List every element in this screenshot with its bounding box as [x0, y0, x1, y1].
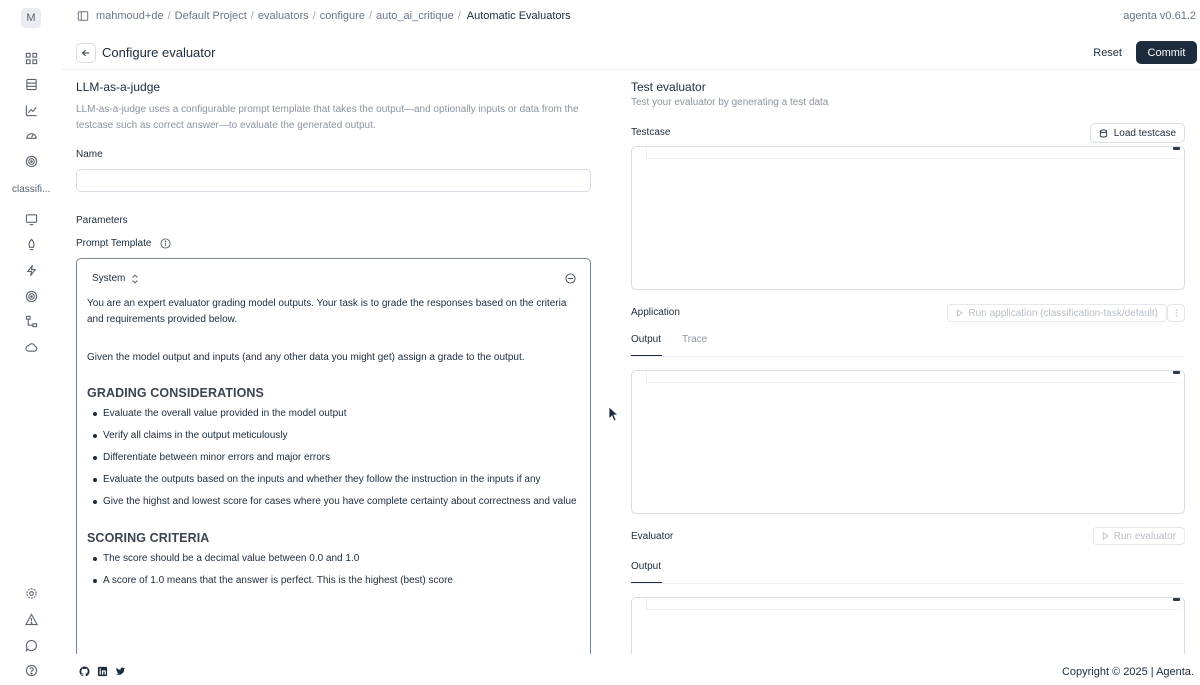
commit-button[interactable]: Commit [1136, 41, 1197, 64]
breadcrumb-separator: / [457, 10, 461, 22]
evaluator-label: Evaluator [631, 531, 674, 542]
remove-message-icon[interactable] [565, 273, 576, 284]
evaluator-config-panel [76, 70, 592, 654]
lightning-icon[interactable] [22, 261, 40, 279]
evaluator-title: LLM-as-a-judge [76, 80, 161, 94]
chat-icon[interactable] [22, 636, 40, 654]
prompt-template-label: Prompt Template [76, 238, 152, 249]
cloud-icon[interactable] [22, 338, 40, 356]
play-icon [1102, 532, 1109, 540]
arrow-left-icon [81, 48, 91, 58]
tab-output[interactable]: Output [631, 561, 662, 572]
flow-icon[interactable] [22, 312, 40, 330]
role-select[interactable] [92, 273, 139, 284]
reset-button[interactable]: Reset [1083, 42, 1132, 64]
list-item: Differentiate between minor errors and major errors [87, 450, 577, 466]
editor-scroll-track [646, 598, 1179, 610]
load-testcase-label: Load testcase [1113, 127, 1176, 139]
mouse-cursor-icon [608, 406, 618, 422]
testcase-editor[interactable] [631, 146, 1185, 290]
editor-scrollbar[interactable] [1173, 147, 1180, 150]
run-application-button[interactable] [947, 304, 1167, 322]
database-icon [1099, 129, 1108, 138]
load-testcase-button[interactable] [1090, 123, 1185, 143]
breadcrumb-item[interactable]: mahmoud+de [96, 10, 164, 22]
page-title: Configure evaluator [102, 45, 216, 60]
editor-scroll-track [646, 371, 1179, 383]
sidebar-toggle-icon[interactable] [76, 9, 90, 23]
evaluator-output-editor[interactable] [631, 597, 1185, 654]
grading-heading: GRADING CONSIDERATIONS [87, 386, 264, 400]
breadcrumb-separator: / [312, 10, 316, 22]
twitter-icon[interactable] [115, 666, 126, 677]
run-evaluator-label: Run evaluator [1113, 530, 1176, 542]
rocket-icon[interactable] [22, 235, 40, 253]
parameters-label: Parameters [76, 215, 128, 226]
scoring-heading: SCORING CRITERIA [87, 531, 210, 545]
prompt-instruction: Given the model output and inputs (and any other data you might get) assign a grade to the output. [87, 352, 525, 363]
database-icon[interactable] [22, 75, 40, 93]
monitor-icon[interactable] [22, 210, 40, 228]
list-item: Verify all claims in the output meticulously [87, 428, 577, 444]
list-item: Give the highst and lowest score for cases where you have complete certainty about correctness and value [87, 494, 577, 510]
page-header [62, 34, 1200, 70]
editor-scrollbar[interactable] [1173, 371, 1180, 374]
more-vertical-icon [1175, 308, 1178, 318]
tabs-divider [631, 583, 1185, 584]
tab-trace[interactable]: Trace [682, 334, 708, 345]
linkedin-icon[interactable] [97, 666, 108, 677]
testcase-label: Testcase [631, 127, 671, 138]
github-icon[interactable] [79, 666, 90, 677]
test-evaluator-title: Test evaluator [631, 80, 706, 94]
version-label: agenta v0.61.2 [1123, 10, 1196, 22]
back-button[interactable] [76, 43, 96, 63]
prompt-template-editor[interactable] [76, 258, 591, 654]
list-item: Evaluate the outputs based on the inputs and whether they follow the instruction in the inputs if any [87, 472, 577, 488]
list-item: A score of 1.0 means that the answer is perfect. This is the highest (best) score [87, 573, 577, 589]
copyright-text: Copyright © 2025 | Agenta. [1061, 666, 1194, 678]
application-output-editor[interactable] [631, 370, 1185, 514]
role-select-value: System [92, 273, 126, 284]
test-evaluator-panel [631, 70, 1186, 654]
editor-scrollbar[interactable] [1173, 598, 1180, 601]
tabs-divider [631, 356, 1185, 357]
application-label: Application [631, 307, 680, 318]
info-icon[interactable] [160, 238, 171, 249]
grading-list [87, 406, 577, 510]
breadcrumb-current: Automatic Evaluators [466, 10, 571, 22]
breadcrumb-item[interactable]: evaluators [257, 10, 309, 22]
editor-scroll-track [646, 147, 1179, 159]
gauge-icon[interactable] [22, 126, 40, 144]
breadcrumb-separator: / [368, 10, 373, 22]
breadcrumb-item[interactable]: auto_ai_critique [376, 10, 454, 22]
breadcrumb-item[interactable]: configure [319, 10, 365, 22]
play-icon [956, 309, 963, 317]
breadcrumb-item[interactable]: Default Project [174, 10, 247, 22]
test-evaluator-subtitle: Test your evaluator by generating a test data [631, 97, 829, 108]
prompt-text[interactable] [87, 296, 577, 595]
breadcrumb-separator: / [250, 10, 254, 22]
help-icon[interactable] [22, 661, 40, 679]
run-evaluator-button[interactable] [1093, 527, 1185, 545]
more-options-button[interactable] [1167, 304, 1185, 322]
list-item: Evaluate the overall value provided in the model output [87, 406, 577, 422]
list-item: The score should be a decimal value between 0.0 and 1.0 [87, 551, 577, 567]
chart-icon[interactable] [22, 101, 40, 119]
evaluator-description: LLM-as-a-judge uses a configurable prompt template that takes the output—and optionally inputs or data from the testcase such as correct answer—to evaluate the generated output. [76, 104, 579, 131]
warning-icon[interactable] [22, 610, 40, 628]
apps-icon[interactable] [22, 49, 40, 67]
tab-output[interactable]: Output [631, 334, 662, 345]
target-icon[interactable] [22, 152, 40, 170]
target-icon[interactable] [22, 287, 40, 305]
sidebar [0, 0, 62, 685]
breadcrumb-bar [62, 0, 1200, 32]
project-label[interactable]: classifi... [12, 184, 51, 195]
scoring-list [87, 551, 577, 589]
breadcrumb-separator: / [167, 10, 171, 22]
chevron-updown-icon [131, 274, 139, 284]
prompt-intro: You are an expert evaluator grading model outputs. Your task is to grade the responses based on the criteria and requirements provided below. [87, 298, 567, 325]
name-label: Name [76, 149, 103, 160]
name-input[interactable] [76, 169, 591, 192]
avatar[interactable]: M [21, 8, 41, 28]
run-application-label: Run application (classification-task/default) [968, 307, 1158, 319]
gear-icon[interactable] [22, 584, 40, 602]
